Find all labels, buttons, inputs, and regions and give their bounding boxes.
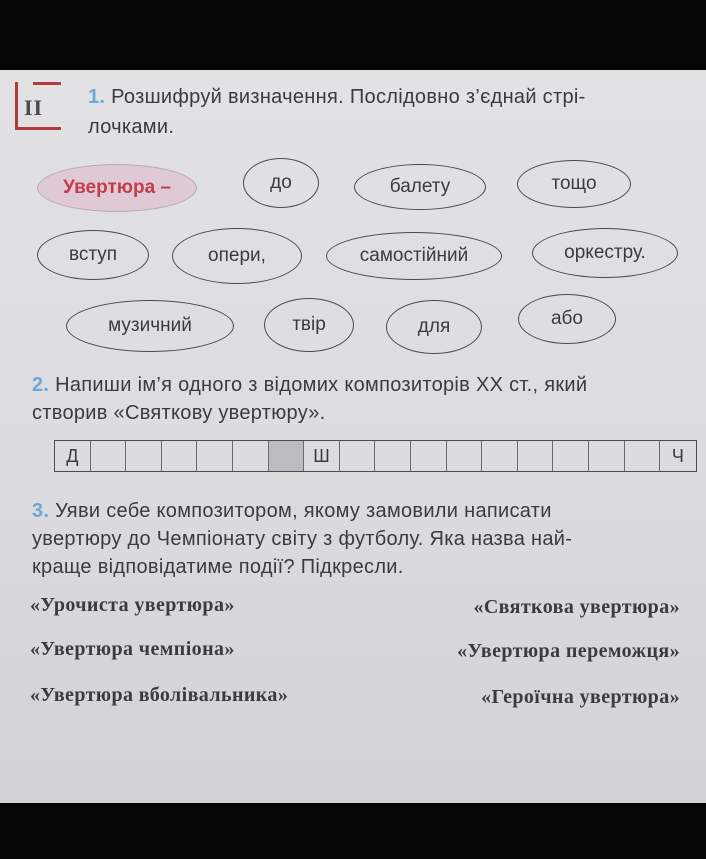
section-badge	[15, 82, 63, 130]
letter-cell[interactable]	[197, 441, 233, 471]
badge-border-top	[33, 82, 61, 85]
letter-cell[interactable]	[233, 441, 269, 471]
word-oval[interactable]: тощо	[517, 160, 631, 208]
task3-number: 3.	[32, 500, 50, 522]
letter-cell[interactable]	[162, 441, 198, 471]
letter-cell[interactable]: Ш	[304, 441, 340, 471]
task1-text-line1: Розшифруй визначення. Послідовно з’єднай стрі-	[111, 86, 586, 108]
word-oval[interactable]: самостійний	[326, 232, 502, 280]
title-option[interactable]: «Урочиста увертюра»	[30, 594, 235, 616]
task1-line2: лочками.	[88, 116, 175, 138]
letter-cell-separator	[269, 441, 305, 471]
word-oval-overture[interactable]: Увертюра –	[37, 164, 197, 212]
title-option[interactable]: «Увертюра чемпіона»	[30, 638, 235, 660]
letter-cell[interactable]	[375, 441, 411, 471]
task3-line3: краще відповідатиме події? Підкресли.	[32, 556, 404, 578]
task2-line1	[32, 372, 587, 398]
task1-number: 1.	[88, 86, 106, 108]
task1-line1	[88, 84, 586, 110]
title-option[interactable]: «Святкова увертюра»	[473, 596, 680, 618]
word-oval[interactable]: до	[243, 158, 319, 208]
letter-cell[interactable]	[625, 441, 661, 471]
letter-cell[interactable]	[553, 441, 589, 471]
word-oval[interactable]: твір	[264, 298, 354, 352]
title-option[interactable]: «Увертюра вболівальника»	[30, 684, 289, 706]
letter-cell[interactable]	[447, 441, 483, 471]
task3-text-line1: Уяви себе композитором, якому замовили написати	[55, 500, 552, 522]
letter-cell[interactable]	[518, 441, 554, 471]
workbook-page	[0, 70, 706, 803]
task3-line1	[32, 498, 552, 524]
task3-line2: увертюру до Чемпіонату світу з футболу. Яка назва най-	[32, 528, 573, 550]
badge-border-left	[15, 82, 18, 128]
word-oval[interactable]: для	[386, 300, 482, 354]
letter-cell[interactable]: Д	[55, 441, 91, 471]
badge-border-bottom	[15, 127, 61, 130]
word-oval[interactable]: оркестру.	[532, 228, 678, 278]
task2-number: 2.	[32, 374, 50, 396]
letter-cell[interactable]	[589, 441, 625, 471]
task2-line2: створив «Святкову увертюру».	[32, 402, 326, 424]
word-oval[interactable]: вступ	[37, 230, 149, 280]
word-oval[interactable]: або	[518, 294, 616, 344]
letter-cell[interactable]	[126, 441, 162, 471]
task2-text-line1: Напиши ім’я одного з відомих композиторів XX ст., який	[55, 374, 588, 396]
letter-cell[interactable]	[340, 441, 376, 471]
word-oval[interactable]: балету	[354, 164, 486, 210]
letter-cell[interactable]: Ч	[671, 445, 684, 466]
word-oval[interactable]: опери,	[172, 228, 302, 284]
letter-cell[interactable]	[411, 441, 447, 471]
title-option[interactable]: «Увертюра переможця»	[457, 640, 680, 662]
letter-cell[interactable]	[482, 441, 518, 471]
letter-cell[interactable]	[91, 441, 127, 471]
word-oval[interactable]: музичний	[66, 300, 234, 352]
title-option[interactable]: «Героїчна увертюра»	[481, 686, 680, 708]
letter-grid	[54, 440, 697, 472]
section-number: II	[24, 95, 44, 120]
